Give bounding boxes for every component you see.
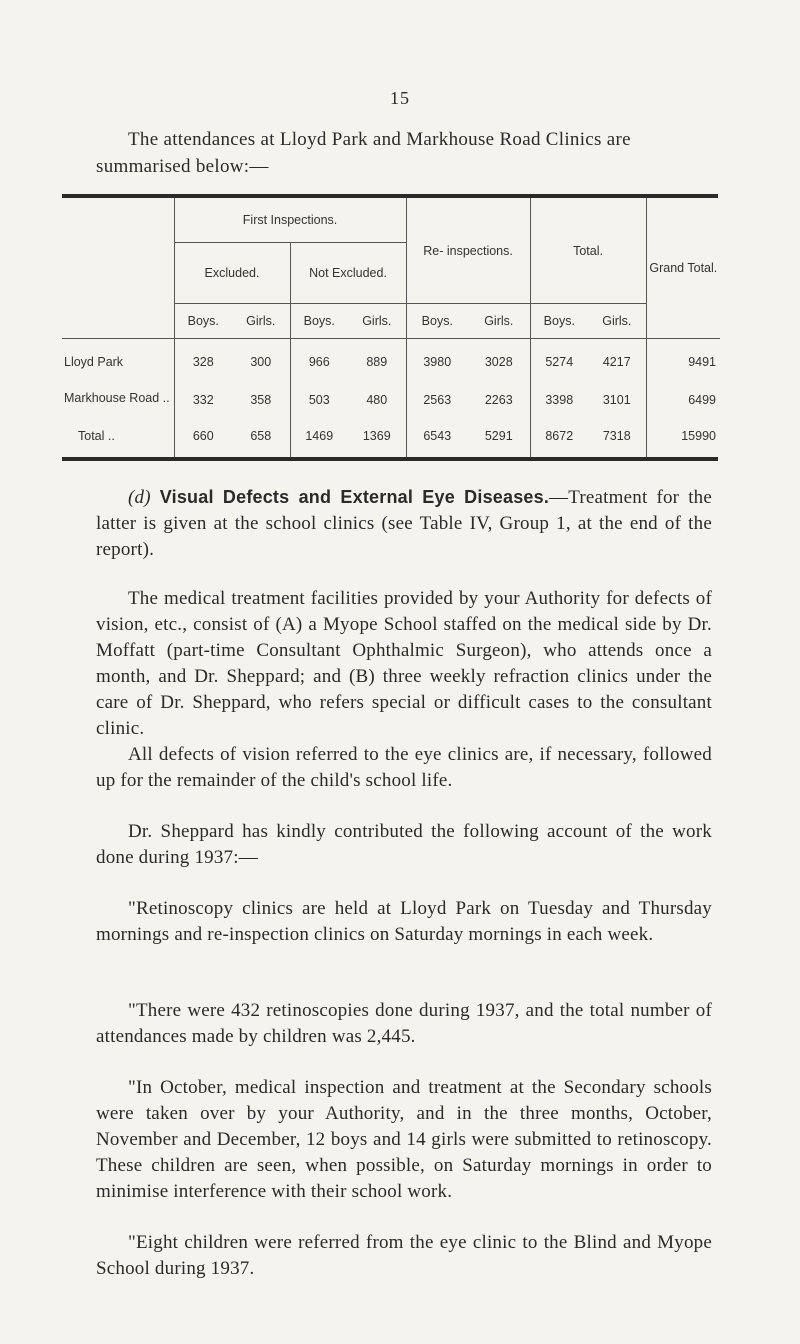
table-cell: 9491 xyxy=(646,339,720,369)
paragraph-follow-up: All defects of vision referred to the eye clinics are, if necessary, followed up for the remainder of the child's school life. xyxy=(96,744,712,791)
header-blank xyxy=(62,198,174,243)
table-cell: 7318 xyxy=(602,428,631,443)
table-cell: 3028 xyxy=(468,339,530,369)
paragraph-secondary-schools: "In October, medical inspection and treatment at the Secondary schools were taken over by your Authority, and in the three months, October, November and December, 12 boys and 14 girls were submitted to retinoscopy. These children are seen, when possible, on Saturday mornings in order to minimise interference with their school work. xyxy=(96,1077,712,1202)
table-cell: 658 xyxy=(250,428,272,443)
row-label: Markhouse Road .. xyxy=(64,390,170,405)
table-cell: 328 xyxy=(174,339,232,369)
header-girls: Girls. xyxy=(232,304,290,339)
table-cell: 3980 xyxy=(406,339,468,369)
table-cell: 889 xyxy=(348,339,406,369)
header-boys: Boys. xyxy=(406,304,468,339)
table-cell: 332 xyxy=(174,369,232,407)
row-label: Lloyd Park xyxy=(62,339,174,369)
table-row-lloyd-park xyxy=(62,339,720,369)
section-d-paragraph xyxy=(96,484,712,563)
header-excluded: Excluded. xyxy=(174,243,290,304)
paragraph-referrals: "Eight children were referred from the eye clinic to the Blind and Myope School during 1937. xyxy=(96,1232,712,1279)
header-girls: Girls. xyxy=(588,304,646,339)
table-cell: 5274 xyxy=(530,339,588,369)
header-boys: Boys. xyxy=(174,304,232,339)
table-cell: 1369 xyxy=(362,428,391,443)
table-cell: 4217 xyxy=(588,339,646,369)
table-row-markhouse-road xyxy=(62,369,720,407)
attendance-table xyxy=(62,194,718,461)
header-first-inspections: First Inspections. xyxy=(174,198,406,243)
page-number: 15 xyxy=(390,88,410,108)
section-d-text: —Treatment for the latter is given at the school clinics (see Table IV, Group 1, at the end of the report). xyxy=(96,487,712,560)
table-cell: 6499 xyxy=(646,369,720,407)
table-cell: 966 xyxy=(290,339,348,369)
paragraph-retinoscopies-count: "There were 432 retinoscopies done during 1937, and the total number of attendances made by children was 2,445. xyxy=(96,1000,712,1047)
header-girls: Girls. xyxy=(348,304,406,339)
header-girls: Girls. xyxy=(468,304,530,339)
section-d-heading: Visual Defects and External Eye Diseases. xyxy=(159,487,550,507)
table-cell: 6543 xyxy=(406,407,468,443)
table-cell: 1469 xyxy=(290,407,348,443)
table-cell: 358 xyxy=(250,392,272,407)
table-bottom-rule xyxy=(62,457,718,461)
table-cell: 5291 xyxy=(484,428,513,443)
section-d-marker: (d) xyxy=(128,487,151,508)
table-cell: 8672 xyxy=(530,407,588,443)
table-cell: 3398 xyxy=(530,369,588,407)
intro-text: The attendances at Lloyd Park and Markhouse Road Clinics are summarised below:— xyxy=(96,129,631,177)
table-row-total xyxy=(62,407,720,443)
paragraph-facilities: The medical treatment facilities provided by your Authority for defects of vision, etc., consist of (A) a Myope School staffed on the medical side by Dr. Moffatt (part-time Consultant Ophthalmic Surgeon), who attends once a month, and Dr. Sheppard; and (B) three weekly refraction clinics under the care of Dr. Sheppard, who refers special or difficult cases to the consultant clinic. xyxy=(96,588,712,739)
table-cell: 660 xyxy=(174,407,232,443)
paragraph-retinoscopy-clinics: "Retinoscopy clinics are held at Lloyd Park on Tuesday and Thursday mornings and re-inspection clinics on Saturday mornings in each week. xyxy=(96,898,712,945)
table-cell: 2263 xyxy=(484,392,513,407)
table-cell: 300 xyxy=(232,339,290,369)
header-boys: Boys. xyxy=(290,304,348,339)
table-cell: 480 xyxy=(366,392,388,407)
header-reinspections: Re- inspections. xyxy=(406,198,530,304)
table-cell: 503 xyxy=(290,369,348,407)
row-label: Total .. xyxy=(78,428,115,443)
paragraph-sheppard-account: Dr. Sheppard has kindly contributed the following account of the work done during 1937:— xyxy=(96,821,712,868)
header-total: Total. xyxy=(530,198,646,304)
header-grand-total: Grand Total. xyxy=(646,198,720,338)
header-not-excluded: Not Excluded. xyxy=(290,243,406,304)
header-boys: Boys. xyxy=(530,304,588,339)
table-cell: 15990 xyxy=(646,407,720,443)
table-cell: 2563 xyxy=(406,369,468,407)
table-cell: 3101 xyxy=(602,392,631,407)
